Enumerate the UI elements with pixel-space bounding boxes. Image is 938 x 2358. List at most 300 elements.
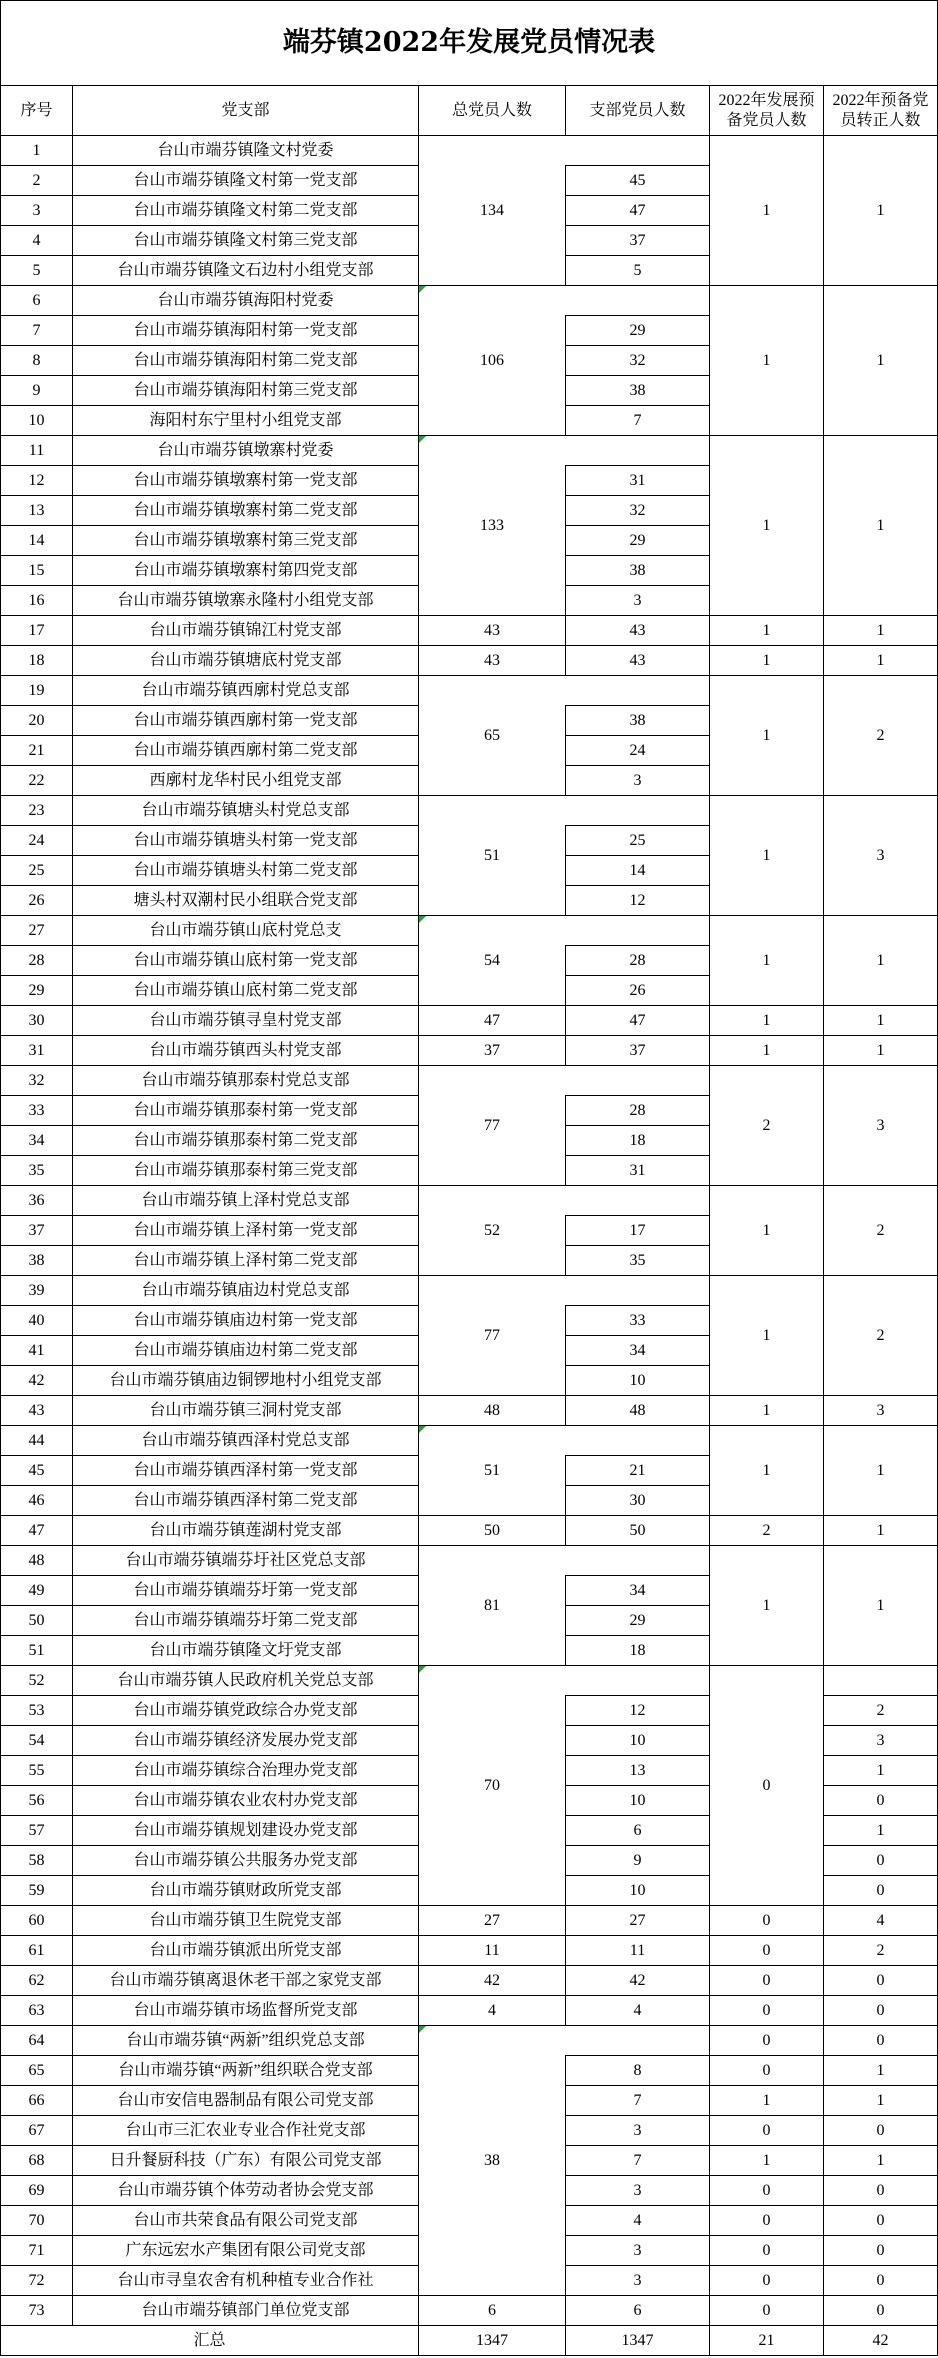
converted-cell: 2 <box>824 1936 938 1966</box>
branch-members-cell: 21 <box>566 1456 710 1486</box>
developed-cell: 0 <box>710 1996 824 2026</box>
branch-name-cell: 台山市端芬镇海阳村第一党支部 <box>73 316 419 346</box>
converted-cell: 1 <box>824 616 938 646</box>
developed-cell: 1 <box>710 1006 824 1036</box>
row-number-cell: 72 <box>1 2266 73 2296</box>
total-members-cell <box>419 2026 566 2296</box>
table-row <box>1 136 938 166</box>
developed-cell: 0 <box>710 2176 824 2206</box>
branch-members-cell: 31 <box>566 1156 710 1186</box>
table-row <box>1 676 938 706</box>
branch-name-cell: 台山市端芬镇西廓村党总支部 <box>73 676 419 706</box>
branch-name-cell: 台山市端芬镇离退休老干部之家党支部 <box>73 1966 419 1996</box>
row-number-cell: 25 <box>1 856 73 886</box>
total-members-cell <box>419 1516 566 1546</box>
converted-cell: 3 <box>824 1726 938 1756</box>
branch-name-cell: 台山市端芬镇经济发展办党支部 <box>73 1726 419 1756</box>
total-members-value: 52 <box>484 1221 500 1239</box>
branch-members-cell: 7 <box>566 2086 710 2116</box>
developed-cell: 0 <box>710 1966 824 1996</box>
branch-members-cell: 7 <box>566 406 710 436</box>
total-members-value: 4 <box>488 2001 496 2019</box>
branch-name-cell: 台山市端芬镇上泽村第一党支部 <box>73 1216 419 1246</box>
branch-members-cell <box>566 1066 710 1096</box>
branch-members-cell <box>566 1426 710 1456</box>
branch-members-cell <box>566 136 710 166</box>
branch-members-cell: 32 <box>566 496 710 526</box>
error-indicator-icon <box>419 2026 426 2033</box>
row-number-cell: 49 <box>1 1576 73 1606</box>
branch-name-cell: 台山市端芬镇隆文圩党支部 <box>73 1636 419 1666</box>
branch-members-cell: 12 <box>566 886 710 916</box>
developed-cell: 0 <box>710 1936 824 1966</box>
branch-members-cell <box>566 1186 710 1216</box>
table-row <box>1 1966 938 1996</box>
converted-cell: 0 <box>824 2116 938 2146</box>
total-members-cell <box>419 2296 566 2326</box>
branch-members-cell: 9 <box>566 1846 710 1876</box>
branch-members-cell: 10 <box>566 1726 710 1756</box>
branch-members-cell: 3 <box>566 766 710 796</box>
total-members-value: 134 <box>480 201 504 219</box>
branch-members-cell: 37 <box>566 1036 710 1066</box>
branch-name-cell: 台山市端芬镇派出所党支部 <box>73 1936 419 1966</box>
total-members-value: 43 <box>484 621 500 639</box>
branch-name-cell: 台山市端芬镇农业农村办党支部 <box>73 1786 419 1816</box>
branch-name-cell: 台山市端芬镇西泽村第二党支部 <box>73 1486 419 1516</box>
branch-members-cell: 10 <box>566 1366 710 1396</box>
total-members-value: 43 <box>484 651 500 669</box>
row-number-cell: 12 <box>1 466 73 496</box>
converted-cell: 0 <box>824 1876 938 1906</box>
branch-name-cell: 台山市端芬镇那泰村第一党支部 <box>73 1096 419 1126</box>
converted-cell: 1 <box>824 436 938 616</box>
branch-name-cell: 台山市端芬镇莲湖村党支部 <box>73 1516 419 1546</box>
row-number-cell: 63 <box>1 1996 73 2026</box>
converted-cell: 2 <box>824 1186 938 1276</box>
developed-cell: 1 <box>710 1396 824 1426</box>
table-row <box>1 436 938 466</box>
branch-members-cell <box>566 916 710 946</box>
branch-name-cell: 台山市端芬镇庙边铜锣地村小组党支部 <box>73 1366 419 1396</box>
converted-cell: 1 <box>824 286 938 436</box>
row-number-cell: 50 <box>1 1606 73 1636</box>
branch-members-cell: 38 <box>566 706 710 736</box>
row-number-cell: 28 <box>1 946 73 976</box>
total-members-cell <box>419 796 566 916</box>
branch-members-cell: 17 <box>566 1216 710 1246</box>
row-number-cell: 42 <box>1 1366 73 1396</box>
row-number-cell: 27 <box>1 916 73 946</box>
branch-name-cell: 台山市端芬镇人民政府机关党总支部 <box>73 1666 419 1696</box>
branch-name-cell: 塘头村双潮村民小组联合党支部 <box>73 886 419 916</box>
branch-name-cell: 台山市端芬镇墩寨村第二党支部 <box>73 496 419 526</box>
total-members-value: 54 <box>484 951 500 969</box>
developed-cell: 1 <box>710 1186 824 1276</box>
total-members-cell <box>419 1426 566 1516</box>
row-number-cell: 19 <box>1 676 73 706</box>
total-members-cell <box>419 136 566 286</box>
row-number-cell: 29 <box>1 976 73 1006</box>
branch-name-cell: 台山市端芬镇墩寨村党委 <box>73 436 419 466</box>
converted-cell: 0 <box>824 2296 938 2326</box>
row-number-cell: 61 <box>1 1936 73 1966</box>
branch-name-cell: 台山市端芬镇墩寨村第四党支部 <box>73 556 419 586</box>
branch-members-cell: 10 <box>566 1786 710 1816</box>
total-members-value: 37 <box>484 1041 500 1059</box>
branch-name-cell: 台山市端芬镇西头村党支部 <box>73 1036 419 1066</box>
branch-name-cell: 台山市端芬镇个体劳动者协会党支部 <box>73 2176 419 2206</box>
branch-members-cell: 18 <box>566 1126 710 1156</box>
table-row <box>1 1906 938 1936</box>
table-row <box>1 1036 938 1066</box>
total-members-value: 42 <box>484 1971 500 1989</box>
table-row <box>1 916 938 946</box>
branch-members-cell: 38 <box>566 556 710 586</box>
branch-name-cell: 台山市端芬镇隆文村党委 <box>73 136 419 166</box>
row-number-cell: 18 <box>1 646 73 676</box>
developed-cell: 2 <box>710 1516 824 1546</box>
converted-cell: 0 <box>824 2236 938 2266</box>
branch-members-cell: 24 <box>566 736 710 766</box>
developed-cell: 2 <box>710 1066 824 1186</box>
converted-cell: 4 <box>824 1906 938 1936</box>
developed-cell: 0 <box>710 2026 824 2056</box>
row-number-cell: 43 <box>1 1396 73 1426</box>
table-row <box>1 1546 938 1576</box>
row-number-cell: 31 <box>1 1036 73 1066</box>
total-members-value: 65 <box>484 726 500 744</box>
branch-members-cell: 5 <box>566 256 710 286</box>
branch-members-cell: 4 <box>566 2206 710 2236</box>
branch-members-cell: 11 <box>566 1936 710 1966</box>
header-developed-line-1: 2022年发展预 <box>718 92 815 110</box>
converted-cell: 0 <box>824 1996 938 2026</box>
branch-members-cell: 10 <box>566 1876 710 1906</box>
row-number-cell: 15 <box>1 556 73 586</box>
header-converted-line-2: 员转正人数 <box>840 111 921 129</box>
branch-members-cell <box>566 1546 710 1576</box>
row-number-cell: 7 <box>1 316 73 346</box>
branch-name-cell: 台山市端芬镇卫生院党支部 <box>73 1906 419 1936</box>
total-members-cell <box>419 1966 566 1996</box>
branch-members-cell: 43 <box>566 646 710 676</box>
branch-members-cell: 3 <box>566 586 710 616</box>
branch-name-cell: 台山市端芬镇财政所党支部 <box>73 1876 419 1906</box>
branch-name-cell: 台山市端芬镇庙边村党总支部 <box>73 1276 419 1306</box>
summary-converted: 42 <box>824 2326 938 2356</box>
branch-members-cell <box>566 796 710 826</box>
converted-cell: 1 <box>824 916 938 1006</box>
total-members-value: 81 <box>484 1596 500 1614</box>
total-members-cell <box>419 916 566 1006</box>
branch-name-cell: 台山市端芬镇锦江村党支部 <box>73 616 419 646</box>
header-row <box>1 86 938 136</box>
row-number-cell: 47 <box>1 1516 73 1546</box>
branch-members-cell: 29 <box>566 526 710 556</box>
header-converted <box>824 86 938 136</box>
branch-name-cell: 台山市端芬镇西泽村第一党支部 <box>73 1456 419 1486</box>
branch-members-cell: 26 <box>566 976 710 1006</box>
row-number-cell: 41 <box>1 1336 73 1366</box>
developed-cell: 0 <box>710 2266 824 2296</box>
table-row <box>1 1426 938 1456</box>
table-row <box>1 1066 938 1096</box>
developed-cell: 1 <box>710 1426 824 1516</box>
converted-cell: 0 <box>824 1966 938 1996</box>
total-members-value: 50 <box>484 1521 500 1539</box>
branch-name-cell: 日升餐厨科技（广东）有限公司党支部 <box>73 2146 419 2176</box>
branch-members-cell: 29 <box>566 316 710 346</box>
converted-cell: 3 <box>824 1396 938 1426</box>
header-converted-line-1: 2022年预备党 <box>832 92 929 110</box>
branch-name-cell: 台山市端芬镇端芬圩第二党支部 <box>73 1606 419 1636</box>
branch-members-cell: 34 <box>566 1336 710 1366</box>
branch-members-cell: 12 <box>566 1696 710 1726</box>
title-row <box>1 1 938 86</box>
branch-members-cell: 47 <box>566 196 710 226</box>
row-number-cell: 3 <box>1 196 73 226</box>
branch-members-cell: 48 <box>566 1396 710 1426</box>
row-number-cell: 14 <box>1 526 73 556</box>
header-developed-line-2: 备党员人数 <box>726 111 807 129</box>
developed-cell: 0 <box>710 2206 824 2236</box>
table-row <box>1 1516 938 1546</box>
converted-cell: 1 <box>824 1036 938 1066</box>
total-members-value: 11 <box>484 1941 500 1959</box>
branch-name-cell: 台山市端芬镇隆文村第三党支部 <box>73 226 419 256</box>
branch-name-cell: 广东远宏水产集团有限公司党支部 <box>73 2236 419 2266</box>
header-developed <box>710 86 824 136</box>
total-members-value: 48 <box>484 1401 500 1419</box>
row-number-cell: 22 <box>1 766 73 796</box>
total-members-value: 77 <box>484 1116 500 1134</box>
branch-members-cell: 3 <box>566 2236 710 2266</box>
branch-name-cell: 台山市安信电器制品有限公司党支部 <box>73 2086 419 2116</box>
row-number-cell: 9 <box>1 376 73 406</box>
branch-name-cell: 台山市端芬镇“两新”组织党总支部 <box>73 2026 419 2056</box>
converted-cell: 3 <box>824 1066 938 1186</box>
row-number-cell: 46 <box>1 1486 73 1516</box>
branch-name-cell: 台山市端芬镇西泽村党总支部 <box>73 1426 419 1456</box>
branch-name-cell: 台山市端芬镇塘头村第二党支部 <box>73 856 419 886</box>
header-branch-members: 支部党员人数 <box>566 86 710 136</box>
row-number-cell: 26 <box>1 886 73 916</box>
row-number-cell: 56 <box>1 1786 73 1816</box>
branch-name-cell: 台山市端芬镇三洞村党支部 <box>73 1396 419 1426</box>
row-number-cell: 60 <box>1 1906 73 1936</box>
total-members-cell <box>419 1906 566 1936</box>
converted-cell: 1 <box>824 2086 938 2116</box>
row-number-cell: 54 <box>1 1726 73 1756</box>
total-members-value: 47 <box>484 1011 500 1029</box>
converted-cell: 0 <box>824 2026 938 2056</box>
converted-cell: 2 <box>824 676 938 796</box>
branch-members-cell: 35 <box>566 1246 710 1276</box>
total-members-value: 51 <box>484 1461 500 1479</box>
converted-cell: 1 <box>824 1756 938 1786</box>
total-members-value: 6 <box>488 2301 496 2319</box>
table-row <box>1 616 938 646</box>
row-number-cell: 36 <box>1 1186 73 1216</box>
total-members-cell <box>419 1186 566 1276</box>
branch-members-cell: 28 <box>566 1096 710 1126</box>
total-members-cell <box>419 1276 566 1396</box>
row-number-cell: 20 <box>1 706 73 736</box>
table-row <box>1 1396 938 1426</box>
total-members-cell <box>419 1066 566 1186</box>
row-number-cell: 71 <box>1 2236 73 2266</box>
row-number-cell: 73 <box>1 2296 73 2326</box>
row-number-cell: 44 <box>1 1426 73 1456</box>
branch-name-cell: 台山市端芬镇上泽村第二党支部 <box>73 1246 419 1276</box>
row-number-cell: 16 <box>1 586 73 616</box>
row-number-cell: 2 <box>1 166 73 196</box>
branch-name-cell: 台山市寻皇农舍有机种植专业合作社 <box>73 2266 419 2296</box>
total-members-cell <box>419 1546 566 1666</box>
total-members-cell <box>419 616 566 646</box>
table-row <box>1 796 938 826</box>
developed-cell: 1 <box>710 1276 824 1396</box>
row-number-cell: 11 <box>1 436 73 466</box>
table-row <box>1 2026 938 2056</box>
branch-members-cell: 43 <box>566 616 710 646</box>
branch-name-cell: 台山市端芬镇山底村党总支 <box>73 916 419 946</box>
total-members-cell <box>419 286 566 436</box>
branch-name-cell: 台山市端芬镇墩寨村第三党支部 <box>73 526 419 556</box>
branch-members-cell: 30 <box>566 1486 710 1516</box>
row-number-cell: 64 <box>1 2026 73 2056</box>
row-number-cell: 17 <box>1 616 73 646</box>
converted-cell: 2 <box>824 1276 938 1396</box>
total-members-cell <box>419 1936 566 1966</box>
branch-name-cell: 台山市端芬镇那泰村第二党支部 <box>73 1126 419 1156</box>
branch-members-cell: 14 <box>566 856 710 886</box>
row-number-cell: 38 <box>1 1246 73 1276</box>
row-number-cell: 45 <box>1 1456 73 1486</box>
total-members-value: 77 <box>484 1326 500 1344</box>
table-row <box>1 1996 938 2026</box>
error-indicator-icon <box>419 1666 426 1673</box>
total-members-cell <box>419 1396 566 1426</box>
branch-name-cell: 台山市端芬镇规划建设办党支部 <box>73 1816 419 1846</box>
converted-cell: 0 <box>824 2176 938 2206</box>
converted-cell: 1 <box>824 1006 938 1036</box>
converted-cell: 1 <box>824 2056 938 2086</box>
total-members-cell <box>419 1996 566 2026</box>
header-seq: 序号 <box>1 86 73 136</box>
branch-members-cell: 6 <box>566 1816 710 1846</box>
branch-name-cell: 台山市端芬镇那泰村党总支部 <box>73 1066 419 1096</box>
branch-members-cell: 3 <box>566 2266 710 2296</box>
header-total-members: 总党员人数 <box>419 86 566 136</box>
branch-name-cell: 台山市端芬镇端芬圩社区党总支部 <box>73 1546 419 1576</box>
branch-name-cell: 台山市端芬镇塘头村党总支部 <box>73 796 419 826</box>
developed-cell: 1 <box>710 646 824 676</box>
row-number-cell: 57 <box>1 1816 73 1846</box>
branch-members-cell <box>566 436 710 466</box>
branch-members-cell <box>566 1666 710 1696</box>
converted-cell: 0 <box>824 1846 938 1876</box>
row-number-cell: 10 <box>1 406 73 436</box>
developed-cell: 0 <box>710 1906 824 1936</box>
summary-row <box>1 2326 938 2356</box>
summary-label: 汇总 <box>1 2326 419 2356</box>
converted-cell: 0 <box>824 2266 938 2296</box>
row-number-cell: 55 <box>1 1756 73 1786</box>
branch-name-cell: 台山市端芬镇山底村第一党支部 <box>73 946 419 976</box>
table-row <box>1 1276 938 1306</box>
row-number-cell: 52 <box>1 1666 73 1696</box>
row-number-cell: 34 <box>1 1126 73 1156</box>
branch-name-cell: 台山市端芬镇海阳村第三党支部 <box>73 376 419 406</box>
row-number-cell: 35 <box>1 1156 73 1186</box>
error-indicator-icon <box>419 286 426 293</box>
branch-name-cell: 台山市端芬镇海阳村党委 <box>73 286 419 316</box>
branch-name-cell: 台山市端芬镇塘底村党支部 <box>73 646 419 676</box>
converted-cell: 1 <box>824 136 938 286</box>
branch-members-cell: 45 <box>566 166 710 196</box>
branch-name-cell: 台山市端芬镇隆文村第一党支部 <box>73 166 419 196</box>
row-number-cell: 48 <box>1 1546 73 1576</box>
developed-cell: 1 <box>710 796 824 916</box>
developed-cell: 0 <box>710 2056 824 2086</box>
branch-name-cell: 西廓村龙华村民小组党支部 <box>73 766 419 796</box>
branch-name-cell: 台山市端芬镇综合治理办党支部 <box>73 1756 419 1786</box>
row-number-cell: 13 <box>1 496 73 526</box>
developed-cell: 1 <box>710 286 824 436</box>
converted-cell: 1 <box>824 1546 938 1666</box>
branch-name-cell: 台山市端芬镇部门单位党支部 <box>73 2296 419 2326</box>
developed-cell: 1 <box>710 136 824 286</box>
branch-members-cell: 29 <box>566 1606 710 1636</box>
branch-members-cell: 34 <box>566 1576 710 1606</box>
branch-name-cell: 台山市端芬镇端芬圩第一党支部 <box>73 1576 419 1606</box>
branch-name-cell: 海阳村东宁里村小组党支部 <box>73 406 419 436</box>
branch-name-cell: 台山市端芬镇庙边村第一党支部 <box>73 1306 419 1336</box>
developed-cell: 1 <box>710 2086 824 2116</box>
row-number-cell: 24 <box>1 826 73 856</box>
converted-cell: 0 <box>824 2206 938 2236</box>
developed-cell: 1 <box>710 916 824 1006</box>
summary-developed: 21 <box>710 2326 824 2356</box>
row-number-cell: 70 <box>1 2206 73 2236</box>
developed-cell: 0 <box>710 2296 824 2326</box>
branch-members-cell: 33 <box>566 1306 710 1336</box>
converted-cell: 1 <box>824 646 938 676</box>
summary-total-members: 1347 <box>419 2326 566 2356</box>
branch-name-cell: 台山市端芬镇墩寨永隆村小组党支部 <box>73 586 419 616</box>
row-number-cell: 1 <box>1 136 73 166</box>
branch-members-cell: 37 <box>566 226 710 256</box>
branch-name-cell: 台山市三汇农业专业合作社党支部 <box>73 2116 419 2146</box>
branch-name-cell: 台山市端芬镇“两新”组织联合党支部 <box>73 2056 419 2086</box>
summary-branch-members: 1347 <box>566 2326 710 2356</box>
total-members-cell <box>419 646 566 676</box>
total-members-value: 27 <box>484 1911 500 1929</box>
branch-name-cell: 台山市端芬镇党政综合办党支部 <box>73 1696 419 1726</box>
row-number-cell: 58 <box>1 1846 73 1876</box>
branch-members-cell: 13 <box>566 1756 710 1786</box>
branch-members-cell <box>566 286 710 316</box>
row-number-cell: 68 <box>1 2146 73 2176</box>
row-number-cell: 66 <box>1 2086 73 2116</box>
developed-cell: 1 <box>710 616 824 646</box>
branch-name-cell: 台山市端芬镇公共服务办党支部 <box>73 1846 419 1876</box>
row-number-cell: 59 <box>1 1876 73 1906</box>
error-indicator-icon <box>419 1426 426 1433</box>
branch-members-cell: 42 <box>566 1966 710 1996</box>
